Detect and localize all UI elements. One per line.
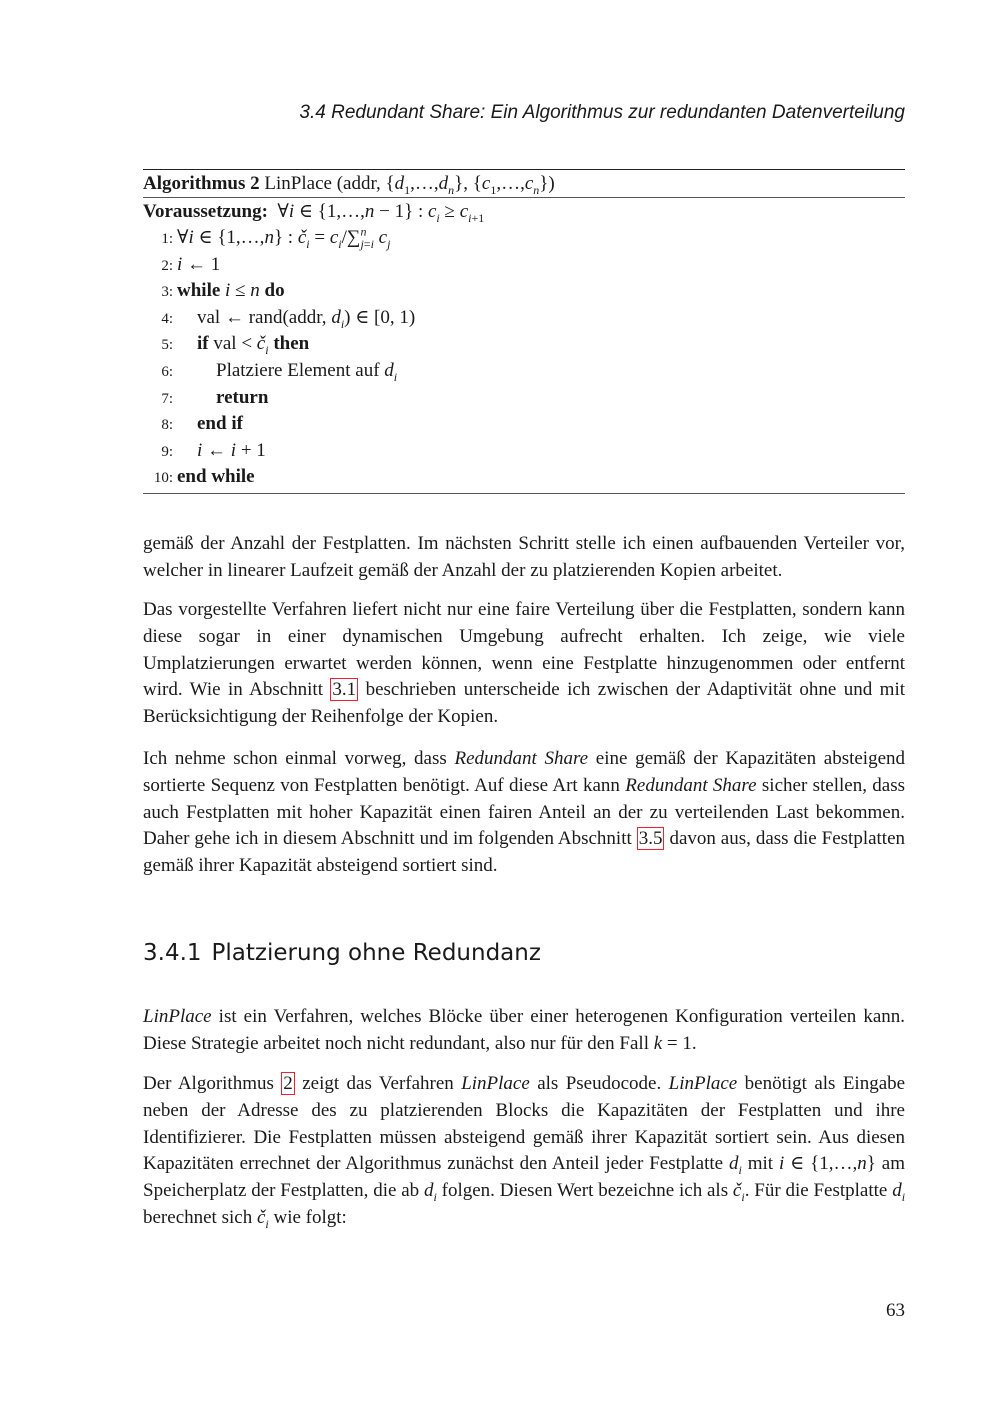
emphasis: LinPlace <box>668 1073 738 1094</box>
text: davon aus, dass die Festplatten gemäß ihrer Kapazität absteigend sortiert sind. <box>143 828 906 877</box>
text: beschrieben unterscheide ich zwischen der Adaptivität ohne und mit Berücksichtigung der Reihenfolge der Kopien. <box>143 679 906 728</box>
code-text: Platziere Element auf <box>216 359 380 381</box>
algorithm-line-2 <box>143 252 905 279</box>
section-number: 3.4.1 <box>143 940 202 966</box>
line-code: Platziere Element auf $d_i$ <box>216 359 398 384</box>
keyword: do <box>264 280 285 302</box>
algorithm-line-6 <box>143 358 905 385</box>
requirement-label: Voraussetzung: <box>143 201 268 222</box>
line-number: 7: <box>161 390 173 407</box>
running-head: 3.4 Redundant Share: Ein Algorithmus zur redundanten Datenverteilung <box>299 102 905 123</box>
line-code: while i ≤ n do <box>177 280 285 302</box>
algorithm-requirement: Voraussetzung: ∀i ∈ {1,…,n − 1} : $c_i \ge c_{i+1}$ <box>143 201 485 225</box>
code-text: val <box>197 306 221 328</box>
paragraph-4: LinPlace ist ein Verfahren, welches Blöcke über einer heterogenen Konfiguration verteilen kann. Diese Strategie arbeitet noch nicht redundant, also nur für den Fall k = 1. <box>143 1006 906 1054</box>
paragraph-3 <box>143 746 905 880</box>
line-number: 9: <box>161 443 173 460</box>
algorithm-name: LinPlace <box>264 173 332 194</box>
algorithm-line-8 <box>143 411 905 438</box>
code-text: rand(addr, <box>248 306 327 328</box>
text: am Speicherplatz der Festplatten, die ab <box>143 1153 906 1202</box>
paragraph-5: Der Algorithmus 2 zeigt das Verfahren LinPlace als Pseudocode. LinPlace benötigt als Eingabe neben der Adresse des zu platzierenden Blocks die Kapazitäten der Festplatten und ihre Identifizierer. Die Festplatten müssen absteigend gemäß ihrer Kapazität sortiert sein. Aus diesen Kapazitäten errechnet der Algorithmus zunächst den Anteil jeder Festplatte $d_i$ mit i ∈ {1,…,n} am Speicherplatz der Festplatten, die ab $d_i$ folgen. Diesen Wert bezeichne ich als $č_i$. Für die Festplatte $d_i$ berechnet sich $č_i$ wie folgt: <box>143 1073 906 1231</box>
emphasis: LinPlace <box>143 1006 212 1027</box>
keyword: if <box>197 333 209 355</box>
section-link[interactable]: 3.5 <box>638 828 663 850</box>
algorithm-link[interactable]: 2 <box>283 1073 293 1094</box>
line-number: 8: <box>161 417 173 434</box>
algorithm-caption <box>143 170 905 197</box>
line-code: i ← 1 <box>177 253 221 275</box>
algorithm-line-1 <box>143 225 905 252</box>
text: Das vorgestellte Verfahren liefert nicht nur eine faire Verteilung über die Festplatten, sondern kann diese sogar in einer dynamischen Umgebung aufrecht erhalten. Ich zeige, wie viele Umplatzierungen erwartet werden können, wenn eine Festplatte hinzugenommen oder entfernt wird. Wie in Abschnitt <box>143 599 905 701</box>
text: als Pseudocode. <box>537 1073 662 1094</box>
line-code: i ← i + 1 <box>197 439 266 461</box>
text: folgen. Diesen Wert bezeichne ich als <box>441 1180 729 1202</box>
line-number: 5: <box>161 337 173 354</box>
keyword: return <box>216 386 269 408</box>
algorithm-label: Algorithmus 2 <box>143 173 260 194</box>
keyword: then <box>273 333 310 355</box>
text: . <box>691 1032 697 1054</box>
line-code: if val < $č_i$ then <box>197 333 310 358</box>
text: Ich nehme schon einmal vorweg, dass <box>143 748 447 769</box>
line-number: 2: <box>161 257 173 274</box>
algorithm-lines <box>143 225 905 493</box>
emphasis: Redundant Share <box>625 774 757 796</box>
line-number: 4: <box>161 310 173 327</box>
line-code: ∀i ∈ {1,…,n} : $č_i = c_i/\sum^n_{j=i}$ $c_j$ <box>177 224 391 251</box>
section-heading <box>143 940 541 966</box>
line-code: val ← rand(addr, $d_i$) ∈ [0, 1) <box>197 306 416 331</box>
text: eine gemäß der Kapazitäten absteigend sortierte Sequenz von Festplatten benötigt. Auf diese Art kann <box>143 748 906 796</box>
line-code <box>177 464 255 491</box>
section-title: Platzierung ohne Redundanz <box>211 940 541 966</box>
keyword: while <box>177 280 221 302</box>
algorithm-bottom-rule <box>143 493 905 494</box>
algorithm-signature: (addr, $\{d_1,\dots,d_n\}$, $\{c_1,\dots,c_n\}$) <box>336 173 555 197</box>
line-code <box>216 385 268 412</box>
text: sicher stellen, dass auch Festplatten mit hoher Kapazität einen fairen Anteil an der zu verteilenden Last bekommen. Daher gehe ich in diesem Abschnitt und im folgenden Abschnitt <box>143 774 906 850</box>
algorithm-line-3 <box>143 278 905 305</box>
text: wie folgt: <box>273 1206 347 1228</box>
algorithm-line-9 <box>143 438 905 465</box>
line-number: 6: <box>161 363 173 380</box>
text: . Für die Festplatte <box>744 1180 888 1202</box>
algorithm-line-7 <box>143 385 905 412</box>
text: berechnet sich <box>143 1206 253 1228</box>
emphasis: Redundant Share <box>454 748 589 769</box>
algorithm-line-4 <box>143 305 905 332</box>
text: Der Algorithmus <box>143 1073 274 1094</box>
keyword: end while <box>177 466 255 488</box>
line-number: 1: <box>161 231 173 247</box>
text: ist ein Verfahren, welches Blöcke über einer heterogenen Konfiguration verteilen kann. Diese Strategie arbeitet noch nicht redundant, also nur für den Fall <box>143 1006 906 1054</box>
algorithm-line-5 <box>143 331 905 358</box>
algorithm-box <box>143 169 905 494</box>
text: mit <box>747 1153 774 1175</box>
keyword: end if <box>197 413 243 435</box>
algorithm-line-10 <box>143 464 905 491</box>
page-number: 63 <box>886 1300 905 1321</box>
text: zeigt das Verfahren <box>302 1073 454 1094</box>
emphasis: LinPlace <box>461 1073 530 1094</box>
text: benötigt als Eingabe neben der Adresse des zu platzierenden Blocks die Kapazitäten der Festplatten und ihre Identifizierer. Die Festplatten müssen absteigend gemäß ihrer Kapazität sortiert sein. Aus diesen Kapazitäten errechnet der Algorithmus zunächst den Anteil jeder Festplatte <box>143 1073 906 1175</box>
paragraph-2 <box>143 597 905 731</box>
section-link[interactable]: 3.1 <box>332 679 357 701</box>
paragraph-1: gemäß der Anzahl der Festplatten. Im nächsten Schritt stelle ich einen aufbauenden Verteiler vor, welcher in linearer Laufzeit gemäß der Anzahl der zu platzierenden Kopien arbeitet. <box>143 533 905 581</box>
line-number: 10: <box>153 470 173 487</box>
line-number: 3: <box>161 284 173 301</box>
line-code <box>197 411 243 438</box>
